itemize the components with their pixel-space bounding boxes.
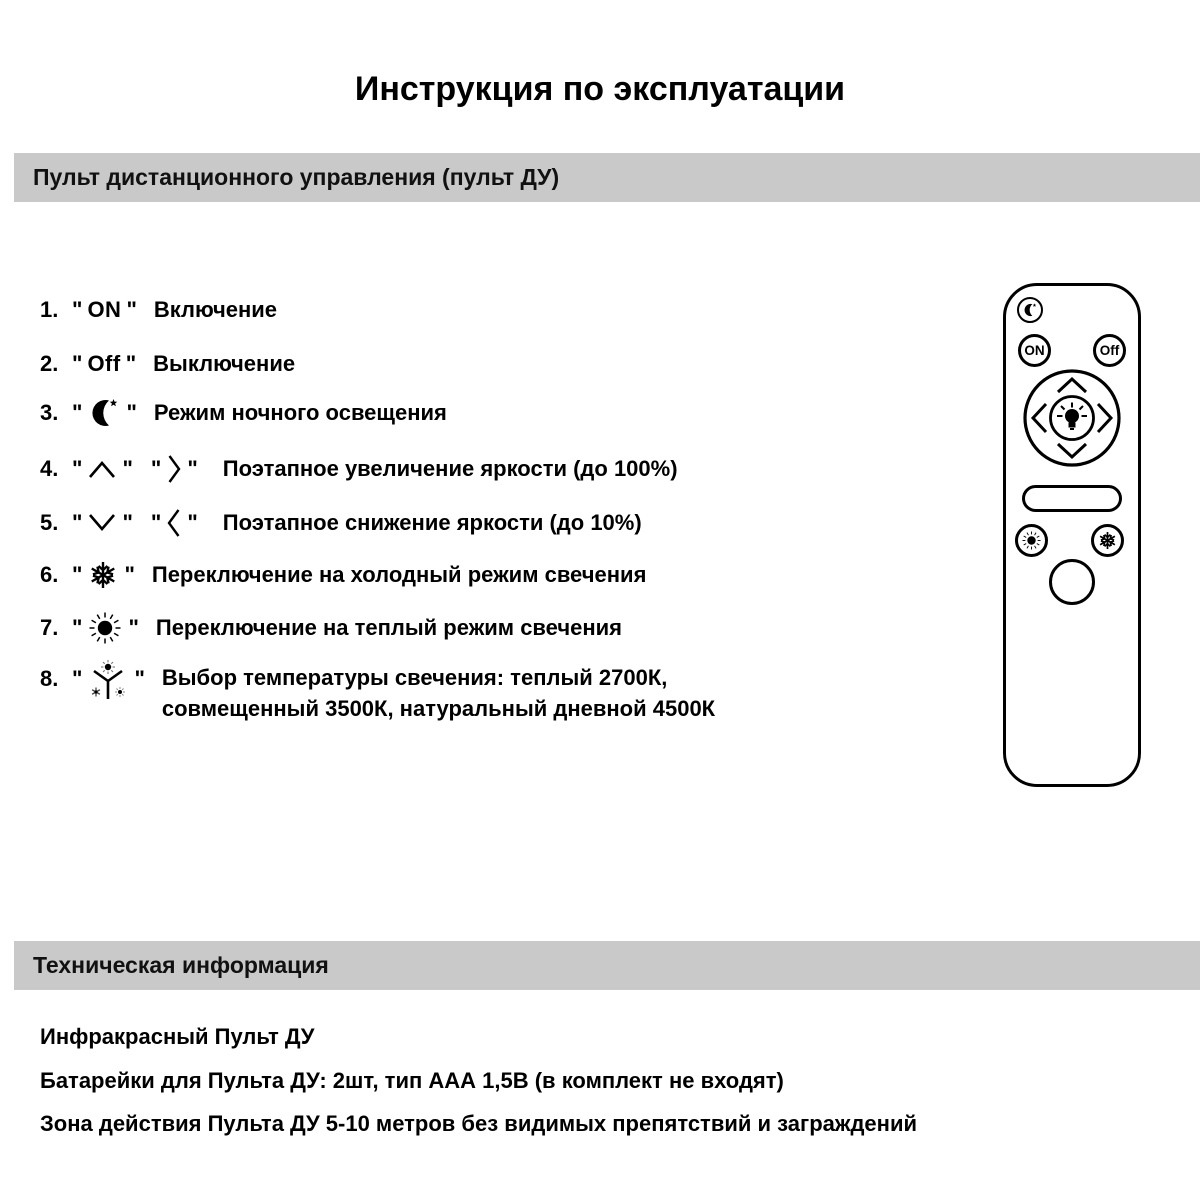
item-description-line-1: Выбор температуры свечения: теплый 2700К, [161, 665, 668, 690]
quote-mark: " [125, 351, 137, 376]
night-mode-button [1017, 297, 1043, 323]
item-description-line-2: совмещенный 3500К, натуральный дневной 4500К [161, 696, 716, 721]
quote-mark: " [72, 615, 83, 640]
quote-mark: " [150, 456, 162, 481]
item-description: Поэтапное увеличение яркости (до 100%) [222, 456, 678, 481]
item-description [162, 662, 715, 724]
angle-left-icon [166, 507, 182, 539]
quote-mark: " [187, 510, 198, 535]
quote-mark: " [134, 666, 145, 691]
on-button [1018, 334, 1051, 367]
item-number: 4. [40, 456, 59, 481]
button-key-label: Off [87, 351, 121, 376]
quote-mark: " [124, 562, 135, 587]
item-number: 1. [40, 297, 59, 322]
round-button [1049, 559, 1095, 605]
item-description: Включение [153, 297, 278, 322]
quote-mark: " [72, 297, 83, 322]
quote-mark: " [122, 510, 133, 535]
item-number: 8. [40, 666, 59, 691]
tech-info-line: Зона действия Пульта ДУ 5-10 метров без видимых препятствий и заграждений [40, 1111, 918, 1136]
snowflake-icon [1097, 530, 1118, 551]
item-description: Переключение на холодный режим свечения [151, 562, 647, 587]
quote-mark: " [126, 400, 137, 425]
list-item [40, 506, 642, 540]
item-number: 6. [40, 562, 59, 587]
quote-mark: " [72, 400, 83, 425]
quote-mark: " [122, 456, 133, 481]
chevron-down-icon [87, 511, 117, 535]
quote-mark: " [187, 456, 198, 481]
list-item [40, 611, 622, 645]
list-item [40, 396, 447, 430]
remote-control-illustration [1003, 283, 1141, 787]
chevron-up-icon [1058, 379, 1086, 392]
button-key-label: ON [87, 297, 122, 322]
quote-mark: " [128, 615, 139, 640]
quote-mark: " [72, 666, 83, 691]
cold-mode-button [1091, 524, 1124, 557]
item-number: 2. [40, 351, 59, 376]
list-item [40, 558, 646, 592]
angle-right-icon [166, 453, 182, 485]
moon-star-icon [1022, 302, 1038, 318]
off-button-label: Off [1099, 343, 1120, 358]
quote-mark: " [72, 456, 83, 481]
chevron-right-icon [1098, 404, 1111, 432]
warm-mode-button [1015, 524, 1048, 557]
tech-info-line: Инфракрасный Пульт ДУ [40, 1024, 315, 1049]
snowflake-icon [87, 559, 119, 591]
chevron-down-icon [1058, 444, 1086, 457]
item-description: Переключение на теплый режим свечения [155, 615, 623, 640]
moon-star-icon [87, 396, 121, 430]
item-description: Выключение [153, 351, 296, 376]
section-header-tech-label: Техническая информация [33, 952, 329, 978]
list-item [40, 293, 277, 327]
quote-mark: " [150, 510, 162, 535]
tech-info-line: Батарейки для Пульта ДУ: 2шт, тип ААА 1,5В (в комплект не входят) [40, 1068, 784, 1093]
list-item [40, 662, 715, 724]
section-header-remote-label: Пульт дистанционного управления (пульт ДУ) [33, 164, 560, 190]
item-number: 7. [40, 615, 59, 640]
item-description: Поэтапное снижение яркости (до 10%) [222, 510, 642, 535]
quote-mark: " [72, 562, 83, 587]
temperature-select-icon [87, 656, 129, 702]
item-number: 5. [40, 510, 59, 535]
section-header-tech [14, 941, 1200, 990]
section-header-remote [14, 153, 1200, 202]
item-description: Режим ночного освещения [153, 400, 447, 425]
chevron-up-icon [87, 457, 117, 481]
on-button-label: ON [1024, 343, 1045, 358]
brightness-navigation-pad [1020, 366, 1124, 470]
quote-mark: " [72, 351, 83, 376]
pill-button [1022, 485, 1122, 512]
quote-mark: " [126, 297, 137, 322]
sun-icon [1021, 530, 1042, 551]
sun-icon [87, 610, 123, 646]
chevron-left-icon [1033, 404, 1046, 432]
page-title: Инструкция по эксплуатации [354, 70, 846, 108]
quote-mark: " [72, 510, 83, 535]
off-button [1093, 334, 1126, 367]
item-number: 3. [40, 400, 59, 425]
list-item [40, 347, 295, 381]
list-item [40, 452, 678, 486]
